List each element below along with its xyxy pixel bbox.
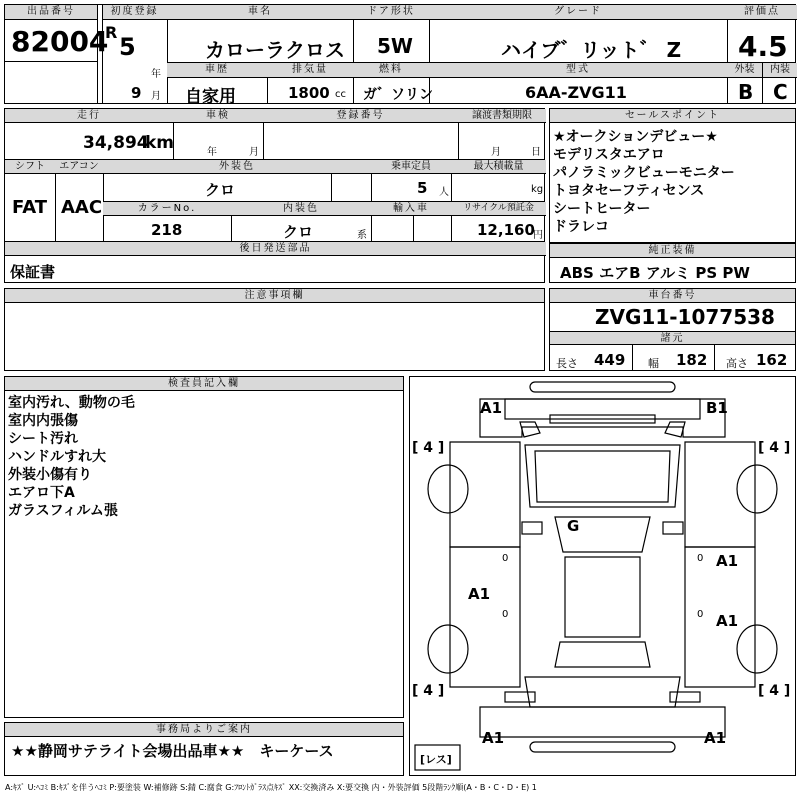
ext-color-value: クロ xyxy=(205,181,236,199)
exterior-grade: B xyxy=(738,80,754,104)
car-diagram xyxy=(409,376,796,776)
chassis-title: 車台番号 xyxy=(550,289,795,303)
sales-point-item: シートヒーター xyxy=(553,201,651,217)
shift-value: FAT xyxy=(12,197,48,218)
person-unit: 人 xyxy=(439,187,449,198)
sales-points-list xyxy=(553,128,735,236)
inspector-line: ハンドルすれ大 xyxy=(8,449,106,465)
car-outline-drawing xyxy=(410,377,795,775)
month-unit: 月 xyxy=(151,91,161,102)
import-label: 輸入車 xyxy=(371,202,451,216)
chassis-box xyxy=(549,288,796,371)
fuel-label: 燃料 xyxy=(353,63,429,78)
car-name: カローラクロス xyxy=(205,38,345,62)
sales-points-title: セールスポイント xyxy=(550,109,795,123)
grade-value: ハイブ゛リット゛ Z xyxy=(501,38,682,62)
color-no-label: カラーNo. xyxy=(103,202,231,216)
int-color-value: クロ xyxy=(283,223,314,241)
details-box xyxy=(4,108,545,283)
cc-unit: cc xyxy=(335,89,346,100)
kg-unit: kg xyxy=(531,184,544,195)
width-label: 幅 xyxy=(648,357,659,370)
door-type: 5W xyxy=(377,34,413,58)
transfer-month-unit: 月 xyxy=(491,147,501,158)
yen-unit: 円 xyxy=(533,230,543,241)
history-value: 自家用 xyxy=(185,87,236,107)
score-value: 4.5 xyxy=(738,30,788,63)
mark-front-left: A1 xyxy=(480,399,503,417)
model-code-label: 型式 xyxy=(429,63,727,78)
inspector-box xyxy=(4,376,404,718)
era-letter: R xyxy=(105,23,118,42)
first-reg-label: 初度登録 xyxy=(102,5,167,20)
displacement-value: 1800 xyxy=(288,84,330,102)
tire-label-rl: [ 4 ] xyxy=(412,683,445,699)
chassis-number: ZVG11-1077538 xyxy=(595,305,775,329)
inspection-year-unit: 年 xyxy=(207,147,217,158)
int-color-label: 内装色 xyxy=(231,202,371,216)
sales-point-item: トヨタセーフティセンス xyxy=(553,183,705,199)
sales-point-item: ドラレコ xyxy=(553,219,609,235)
car-name-label: 車名 xyxy=(167,5,353,20)
height-label: 高さ xyxy=(726,357,748,370)
reg-year: 5 xyxy=(119,33,136,61)
inspection-month-unit: 月 xyxy=(249,147,259,158)
height-value: 162 xyxy=(756,351,788,369)
notes-title: 注意事項欄 xyxy=(5,289,544,303)
length-label: 長さ xyxy=(556,357,578,370)
equipment-value: ABS エアB アルミ PS PW xyxy=(560,264,750,282)
width-value: 182 xyxy=(676,351,708,369)
sales-point-item: モデリスタエアロ xyxy=(553,147,665,163)
score-label: 評価点 xyxy=(727,5,797,20)
aircon-label: エアコン xyxy=(55,160,103,174)
listing-number: 82004 xyxy=(11,25,109,58)
door-zero-left-rear: 0 xyxy=(502,609,509,620)
spare-label: [レス] xyxy=(420,753,452,766)
capacity-label: 乗車定員 xyxy=(371,160,451,174)
inspector-line: シート汚れ xyxy=(8,431,78,447)
mileage-value: 34,894 xyxy=(83,133,149,153)
header-box xyxy=(4,4,796,107)
grade-label: グレード xyxy=(429,5,727,20)
reg-month: 9 xyxy=(131,84,142,102)
interior-grade: C xyxy=(773,80,788,104)
inspection-label: 車検 xyxy=(173,109,263,123)
aircon-value: AAC xyxy=(61,197,103,218)
sales-points-box xyxy=(549,108,796,243)
inspector-line: 室内汚れ、動物の毛 xyxy=(8,395,135,411)
mileage-unit: km xyxy=(145,133,175,153)
color-no-value: 218 xyxy=(151,221,183,239)
mark-glass: G xyxy=(567,517,580,535)
inspector-line: ガラスフィルム張 xyxy=(8,503,118,519)
dims-title: 諸元 xyxy=(550,331,795,345)
door-zero-left: 0 xyxy=(502,553,509,564)
mileage-label: 走行 xyxy=(5,109,173,123)
max-load-label: 最大積載量 xyxy=(451,160,546,174)
inspector-line: 室内内張傷 xyxy=(8,413,78,429)
recycle-label: リサイクル預託金 xyxy=(451,202,546,216)
inspector-line: エアロ下A xyxy=(8,485,75,501)
reg-no-label: 登録番号 xyxy=(263,109,458,123)
history-label: 車歴 xyxy=(167,63,267,78)
tire-label-rr: [ 4 ] xyxy=(758,683,791,699)
sales-point-item: パノラミックビューモニター xyxy=(553,165,735,181)
notes-box xyxy=(4,288,545,371)
mark-right-rear-door: A1 xyxy=(716,612,739,630)
inspector-notes xyxy=(8,394,135,520)
office-title: 事務局よりご案内 xyxy=(5,723,403,737)
equipment-box xyxy=(549,243,796,283)
displacement-label: 排気量 xyxy=(267,63,353,78)
mark-right-front-door: A1 xyxy=(716,552,739,570)
inspector-title: 検査員記入欄 xyxy=(5,377,403,391)
office-box xyxy=(4,722,404,776)
year-unit: 年 xyxy=(151,69,161,80)
sales-point-item: ★オークションデビュー★ xyxy=(553,129,718,145)
later-parts-label: 後日発送部品 xyxy=(5,242,546,256)
inspector-line: 外装小傷有り xyxy=(8,467,92,483)
legend-text: A:ｷｽﾞ U:ﾍｺﾐ B:ｷｽﾞを伴うﾍｺﾐ P:要塗装 W:補修跡 S:錆 C:腐食 G:ﾌﾛﾝﾄｶﾞﾗｽ点ｷｽﾞ XX:交換済み X:要交換 内・外装評価 5段階ﾗﾝｸ順(A・B・C・D・E) 1 xyxy=(5,783,537,792)
transfer-label: 譲渡書類期限 xyxy=(458,109,546,123)
fuel-value: ガ゛ソリン xyxy=(363,87,433,103)
recycle-value: 12,160 xyxy=(477,221,535,239)
transfer-day-unit: 日 xyxy=(531,147,541,158)
mark-rear-left: A1 xyxy=(482,729,505,747)
tire-label-fl: [ 4 ] xyxy=(412,440,445,456)
door-label: ドア形状 xyxy=(353,5,429,20)
door-zero-right: 0 xyxy=(697,553,704,564)
interior-label: 内装 xyxy=(763,63,797,78)
ext-color-label: 外装色 xyxy=(103,160,371,174)
later-parts-value: 保証書 xyxy=(10,263,56,281)
shift-label: シフト xyxy=(5,160,55,174)
mark-front-right: B1 xyxy=(706,399,728,417)
equipment-title: 純正装備 xyxy=(550,244,795,258)
door-zero-right-rear: 0 xyxy=(697,609,704,620)
exterior-label: 外装 xyxy=(727,63,762,78)
listing-no-label: 出品番号 xyxy=(5,5,97,20)
mark-rear-right: A1 xyxy=(704,729,727,747)
capacity-value: 5 xyxy=(417,179,428,197)
tire-label-fr: [ 4 ] xyxy=(758,440,791,456)
kei-unit: 系 xyxy=(357,230,367,241)
office-text: ★★静岡サテライト会場出品車★★ キーケース xyxy=(11,742,334,760)
mark-left-side: A1 xyxy=(468,585,491,603)
length-value: 449 xyxy=(594,351,626,369)
model-code: 6AA-ZVG11 xyxy=(525,83,627,102)
